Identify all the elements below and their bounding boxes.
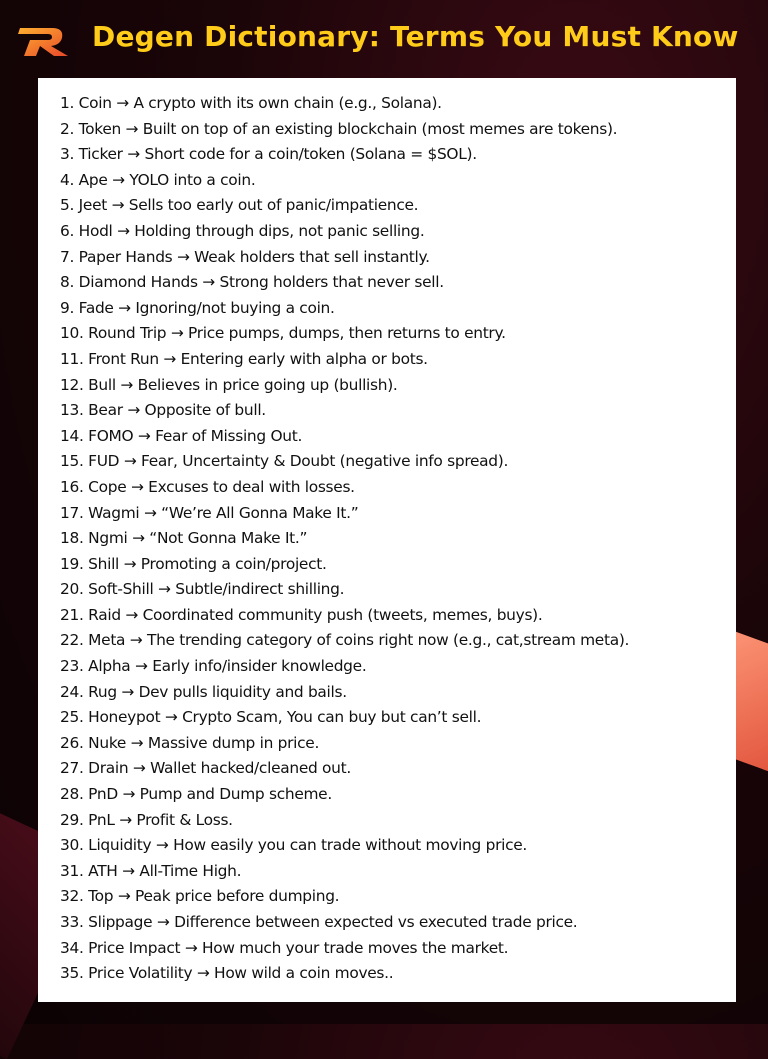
term-item: 6. Hodl → Holding through dips, not panic selling. [60, 221, 425, 240]
term-item: 18. Ngmi → “Not Gonna Make It.” [60, 529, 308, 548]
term-item: 30. Liquidity → How easily you can trade without moving price. [60, 836, 528, 855]
r-logo-icon [18, 26, 72, 58]
term-item: 5. Jeet → Sells too early out of panic/impatience. [60, 196, 419, 215]
term-item: 19. Shill → Promoting a coin/project. [60, 554, 327, 573]
term-item: 16. Cope → Excuses to deal with losses. [60, 477, 355, 496]
term-item: 13. Bear → Opposite of bull. [60, 401, 266, 420]
term-item: 2. Token → Built on top of an existing blockchain (most memes are tokens). [60, 119, 618, 138]
term-item: 31. ATH → All-Time High. [60, 861, 242, 880]
terms-list [38, 78, 736, 987]
term-item: 15. FUD → Fear, Uncertainty & Doubt (negative info spread). [60, 452, 509, 471]
term-item: 4. Ape → YOLO into a coin. [60, 170, 256, 189]
term-item: 8. Diamond Hands → Strong holders that never sell. [60, 273, 444, 292]
term-item: 14. FOMO → Fear of Missing Out. [60, 426, 303, 445]
term-item: 35. Price Volatility → How wild a coin moves.. [60, 964, 394, 983]
term-item: 27. Drain → Wallet hacked/cleaned out. [60, 759, 351, 778]
term-item: 29. PnL → Profit & Loss. [60, 810, 233, 829]
term-item: 32. Top → Peak price before dumping. [60, 887, 340, 906]
term-item: 28. PnD → Pump and Dump scheme. [60, 785, 332, 804]
term-item: 12. Bull → Believes in price going up (bullish). [60, 375, 398, 394]
term-item: 24. Rug → Dev pulls liquidity and bails. [60, 682, 347, 701]
page-title: Degen Dictionary: Terms You Must Know [92, 20, 739, 53]
term-item: 23. Alpha → Early info/insider knowledge. [60, 657, 367, 676]
term-item: 26. Nuke → Massive dump in price. [60, 733, 320, 752]
term-item: 33. Slippage → Difference between expected vs executed trade price. [60, 913, 578, 931]
term-item: 9. Fade → Ignoring/not buying a coin. [60, 298, 335, 317]
term-item: 3. Ticker → Short code for a coin/token (Solana = $SOL). [60, 145, 477, 164]
term-item: 21. Raid → Coordinated community push (tweets, memes, buys). [60, 605, 543, 624]
term-item: 25. Honeypot → Crypto Scam, You can buy but can’t sell. [60, 708, 482, 727]
term-item: 11. Front Run → Entering early with alpha or bots. [60, 349, 428, 368]
term-item: 20. Soft-Shill → Subtle/indirect shilling. [60, 580, 345, 599]
term-item: 22. Meta → The trending category of coins right now (e.g., cat,stream meta). [60, 631, 630, 650]
term-item: 34. Price Impact → How much your trade moves the market. [60, 938, 509, 957]
term-item: 1. Coin → A crypto with its own chain (e.g., Solana). [60, 94, 442, 112]
terms-panel [38, 78, 736, 1002]
term-item: 10. Round Trip → Price pumps, dumps, then returns to entry. [60, 324, 506, 343]
term-item: 17. Wagmi → “We’re All Gonna Make It.” [60, 503, 359, 522]
header [0, 0, 768, 78]
term-item: 7. Paper Hands → Weak holders that sell instantly. [60, 247, 430, 266]
